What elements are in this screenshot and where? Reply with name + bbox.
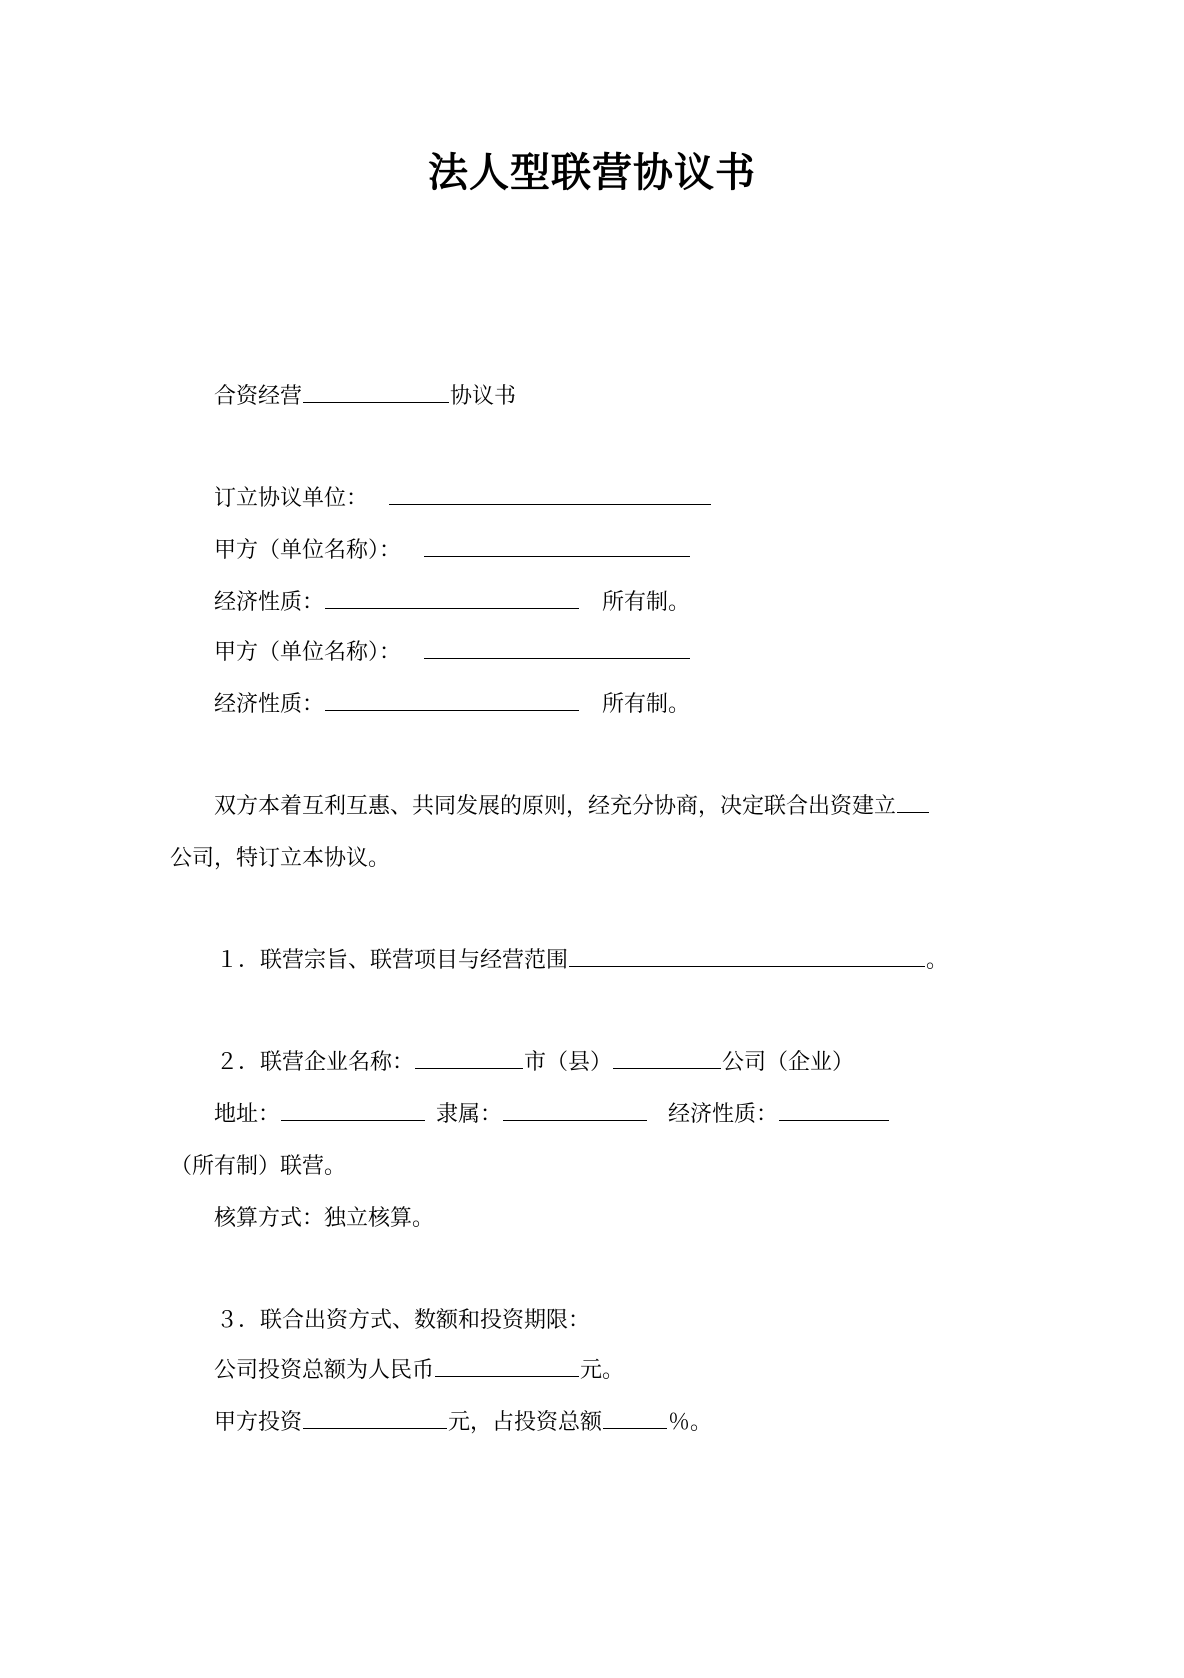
intro-text-2: 公司，特订立本协议。 [170, 846, 391, 871]
header-prefix: 合资经营 [214, 384, 303, 409]
signing-unit-line [214, 484, 712, 514]
intro-text-1: 双方本着互利互惠、共同发展的原则，经充分协商，决定联合出资建立 [214, 794, 897, 819]
party-b-nature-blank[interactable] [325, 690, 579, 711]
total-investment-line [214, 1356, 624, 1386]
business-scope-blank[interactable] [569, 946, 925, 967]
party-b-ownership-suffix: 所有制。 [602, 692, 691, 717]
project-name-blank[interactable] [303, 382, 449, 403]
section-2-address-line [214, 1100, 890, 1130]
section-2-name-line [216, 1048, 854, 1078]
party-a-investment-line [214, 1408, 712, 1438]
section-1-end: 。 [926, 948, 949, 973]
section-1 [216, 946, 948, 976]
address-label: 地址： [214, 1102, 281, 1127]
signing-unit-label: 订立协议单位： [214, 486, 369, 511]
party-a-line [214, 536, 691, 566]
party-b-name-blank[interactable] [424, 638, 690, 659]
section-2-nature-label: 经济性质： [668, 1102, 779, 1127]
party-a-percent-blank[interactable] [603, 1408, 667, 1429]
party-a-nature-label: 经济性质： [214, 590, 325, 615]
company-label: 公司（企业） [722, 1050, 855, 1075]
accounting-text: 核算方式：独立核算。 [214, 1206, 435, 1231]
section-3-heading [216, 1306, 590, 1336]
party-a-investment-blank[interactable] [303, 1408, 447, 1429]
document-title: 法人型联营协议书 [428, 150, 756, 196]
party-b-label: 甲方（单位名称）： [214, 640, 402, 665]
company-name-blank[interactable] [897, 792, 929, 813]
company-blank[interactable] [613, 1048, 721, 1069]
total-investment-blank[interactable] [435, 1356, 579, 1377]
party-a-label: 甲方（单位名称）： [214, 538, 402, 563]
section-2-ownership-line [170, 1152, 346, 1182]
joint-venture-name-label: ２．联营企业名称： [216, 1050, 415, 1075]
party-b-nature-label: 经济性质： [214, 692, 325, 717]
intro-line-1 [214, 792, 930, 822]
party-a-investment-suffix: ％。 [668, 1410, 713, 1435]
party-a-investment-mid: 元，占投资总额 [448, 1410, 603, 1435]
address-blank[interactable] [281, 1100, 425, 1121]
section-2-accounting-line [214, 1204, 434, 1234]
party-a-nature-line [214, 588, 690, 618]
intro-line-2 [170, 844, 390, 874]
affiliation-blank[interactable] [503, 1100, 647, 1121]
signing-unit-blank[interactable] [389, 484, 711, 505]
party-b-nature-line [214, 690, 690, 720]
affiliation-label: 隶属： [436, 1102, 503, 1127]
section-1-text: １．联营宗旨、联营项目与经营范围 [216, 948, 569, 973]
header-line [214, 382, 516, 412]
section-2-nature-blank[interactable] [779, 1100, 889, 1121]
city-label: 市（县） [524, 1050, 613, 1075]
section-3-heading-text: ３．联合出资方式、数额和投资期限： [216, 1308, 591, 1333]
total-investment-prefix: 公司投资总额为人民币 [214, 1358, 435, 1383]
party-a-investment-prefix: 甲方投资 [214, 1410, 303, 1435]
header-suffix: 协议书 [450, 384, 517, 409]
party-a-name-blank[interactable] [424, 536, 690, 557]
city-blank[interactable] [415, 1048, 523, 1069]
party-a-nature-blank[interactable] [325, 588, 579, 609]
ownership-text: （所有制）联营。 [170, 1154, 347, 1179]
party-a-ownership-suffix: 所有制。 [602, 590, 691, 615]
party-b-line [214, 638, 691, 668]
total-investment-suffix: 元。 [580, 1358, 625, 1383]
